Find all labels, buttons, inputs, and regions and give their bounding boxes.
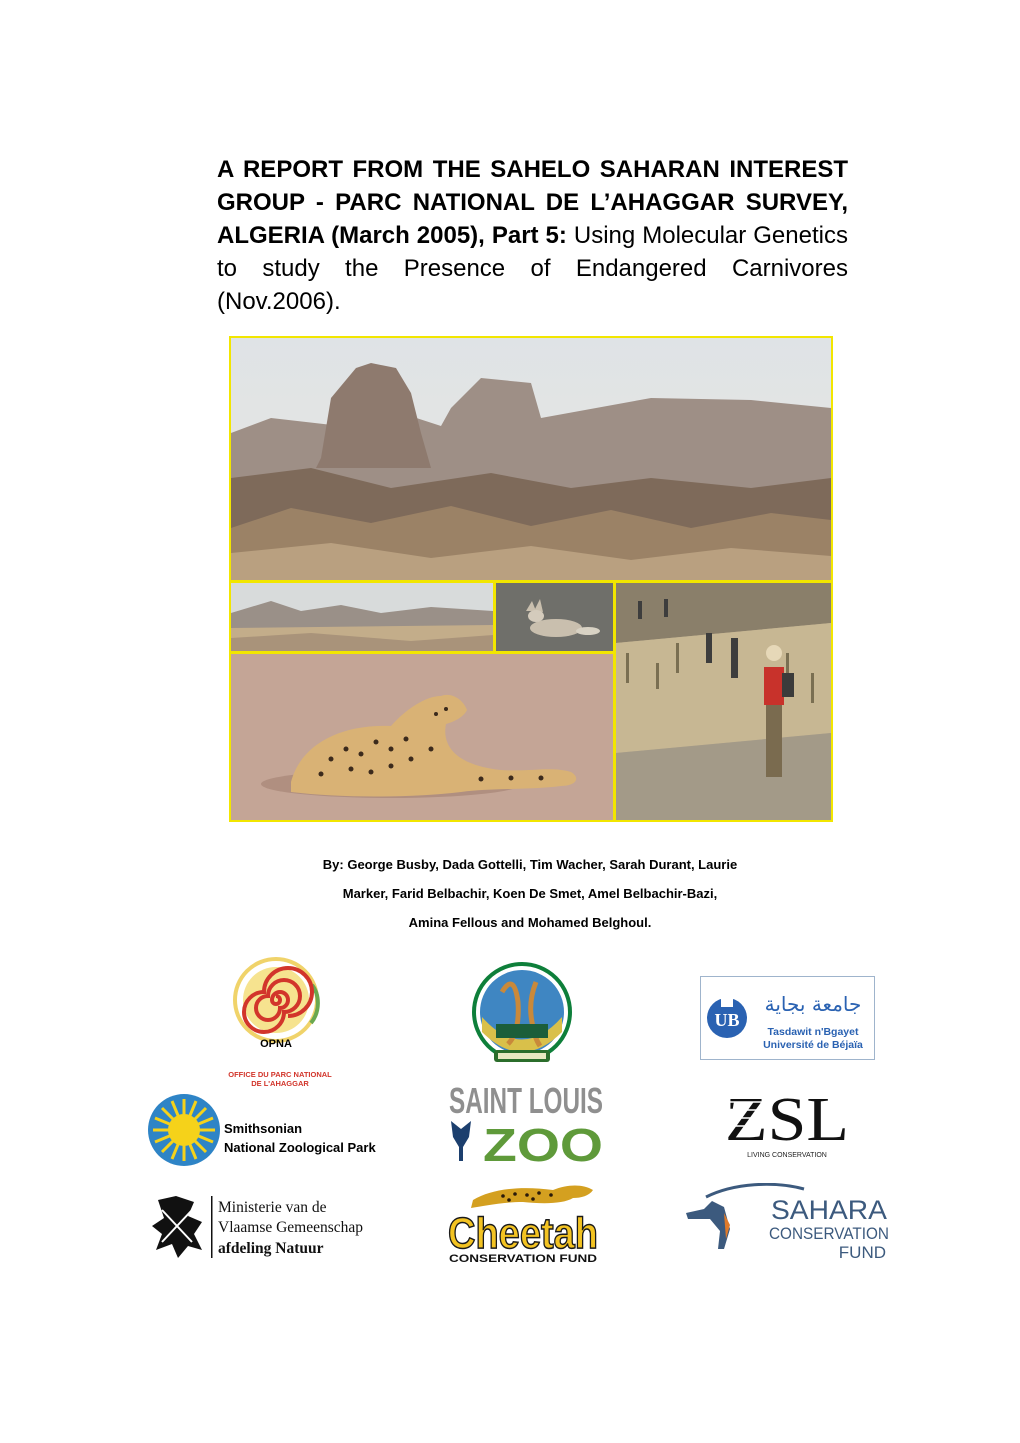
ministerie-line1: Ministerie van de (218, 1199, 327, 1216)
report-title (217, 153, 848, 318)
bejaia-line1: Tasdawit n'Bgayet (767, 1026, 859, 1038)
opna-line1: OFFICE DU PARC NATIONAL (228, 1070, 332, 1079)
sahara-line1: SAHARA (771, 1195, 887, 1225)
photo-collage (229, 336, 833, 822)
title-part-text: Using Molecular Genetics to study the Presence of Endangered Carnivores (Nov.2006). (217, 222, 848, 315)
sahara-conservation-fund-logo (684, 1183, 890, 1265)
svg-text:UB: UB (714, 1010, 740, 1030)
smithsonian-label (224, 1119, 376, 1157)
zsl-tagline: LIVING CONSERVATION (747, 1152, 827, 1159)
sahara-line2: CONSERVATION (769, 1224, 889, 1243)
ministerie-line3: afdeling Natuur (218, 1240, 324, 1257)
survey-team-photo (616, 583, 831, 820)
landscape-photo (231, 338, 831, 580)
title-main: A REPORT FROM THE SAHELO SAHARAN INTEREST GROUP - PARC NATIONAL DE L’AHAGGAR SURVEY, ALGERIA (March 2005), (217, 156, 848, 249)
fox-photo (496, 583, 613, 651)
bejaia-arabic: جامعة بجاية (764, 992, 862, 1016)
cheetah-photo (231, 654, 613, 820)
cheetah-name: Cheetah (448, 1209, 598, 1258)
smithsonian-line1: Smithsonian (224, 1121, 303, 1136)
plain-photo (231, 583, 493, 651)
title-part-label: Part 5: (491, 222, 567, 249)
cheetah-tagline: Conservation Fund (449, 1253, 598, 1265)
stlouis-line2: ZOO (483, 1119, 603, 1164)
authors-block (200, 850, 860, 937)
sahara-line3: FUND (838, 1243, 886, 1262)
cheetah-conservation-fund-logo (443, 1178, 603, 1266)
authors-line: Amina Fellous and Mohamed Belghoul. (408, 915, 652, 930)
opna-line2: DE L'AHAGGAR (251, 1079, 309, 1088)
bejaia-line2: Université de Béjaïa (763, 1039, 863, 1051)
ministerie-line2: Vlaamse Gemeenschap (218, 1219, 364, 1236)
smithsonian-line2: National Zoological Park (224, 1140, 376, 1155)
ministerie-logo (148, 1192, 368, 1262)
zsl-logo (722, 1082, 852, 1160)
bejaia-university-logo (700, 976, 875, 1060)
opna-logo (208, 957, 353, 1089)
smithsonian-sun-icon (147, 1093, 221, 1167)
stlouis-line1: SAINT LOUIS (449, 1080, 603, 1121)
saint-louis-zoo-logo (447, 1077, 605, 1164)
opna-name: OPNA (260, 1038, 292, 1050)
algeria-emblem-logo (466, 962, 578, 1068)
zsl-name: ZSL (725, 1086, 849, 1154)
authors-line: Marker, Farid Belbachir, Koen De Smet, Amel Belbachir-Bazi, (342, 886, 718, 901)
authors-line: By: George Busby, Dada Gottelli, Tim Wacher, Sarah Durant, Laurie (322, 857, 738, 872)
